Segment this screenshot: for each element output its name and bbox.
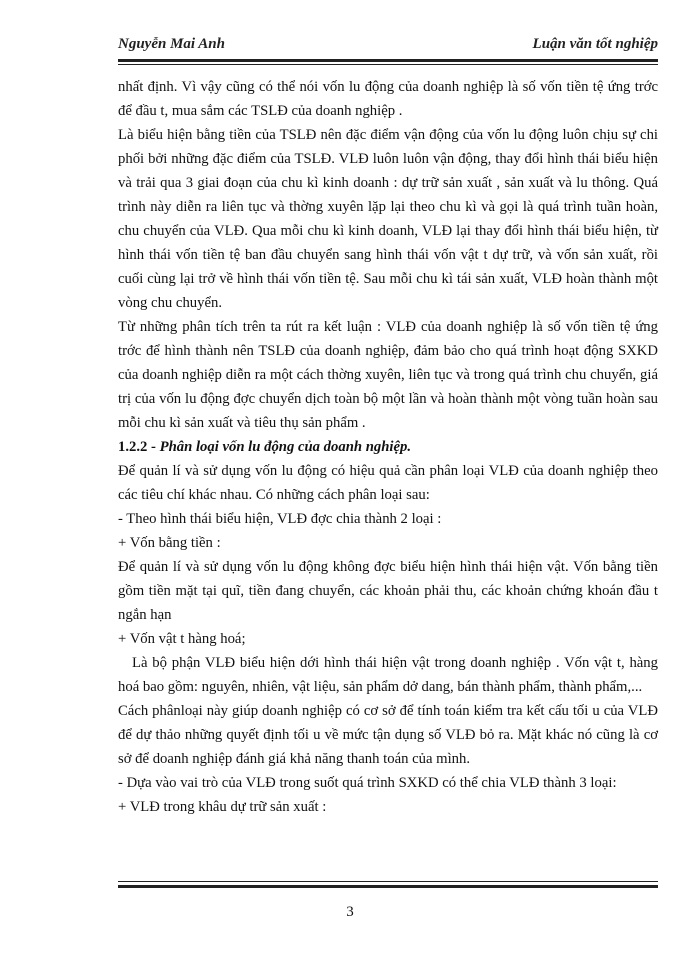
list-item: + Vốn bằng tiền : (118, 535, 221, 551)
header-rule-thin (118, 64, 658, 65)
body-paragraph: nhất định. Vì vậy cũng có thể nói vốn lu động của doanh nghiệp là số vốn tiền tệ ứng trớc để đầu t, mua sắm các TSLĐ của doanh nghiệp . (118, 79, 658, 119)
list-item: + VLĐ trong khâu dự trữ sản xuất : (118, 799, 327, 815)
header-thesis-title: Luận văn tốt nghiệp (532, 36, 658, 52)
page-body (118, 75, 658, 819)
body-paragraph: Là bộ phận VLĐ biểu hiện dới hình thái hiện vật trong doanh nghiệp . Vốn vật t, hàng hoá bao gồm: nguyên, nhiên, vật liệu, sản phẩm dở dang, bán thành phẩm, thành phẩm,... (118, 655, 658, 695)
body-paragraph: Cách phânloại này giúp doanh nghiệp có cơ sở để tính toán kiểm tra kết cấu tối u của VLĐ để dự thảo những quyết định tối u về mức tận dụng số VLĐ bỏ ra. Mặt khác nó cũng là cơ sở để doanh nghiệp đánh giá khả năng thanh toán của mình. (118, 703, 658, 767)
body-paragraph: Từ những phân tích trên ta rút ra kết luận : VLĐ của doanh nghiệp là số vốn tiền tệ ứng trớc để hình thành nên TSLĐ của doanh nghiệp, đảm bảo cho quá trình hoạt động SXKD của doanh nghiệp diễn ra một cách thờng xuyên, liên tục và trong quá trình chu chuyển, giá trị của vốn lu động đợc chuyển dịch toàn bộ một lần và hoàn thành một vòng tuần hoàn sau mỗi chu kì sản xuất và tiêu thụ sản phẩm . (118, 319, 658, 431)
body-paragraph: Để quản lí và sử dụng vốn lu động có hiệu quả cần phân loại VLĐ của doanh nghiệp theo các tiêu chí khác nhau. Có những cách phân loại sau: (118, 463, 658, 503)
body-paragraph: Để quản lí và sử dụng vốn lu động không đợc biểu hiện hình thái hiện vật. Vốn bằng tiền gồm tiền mặt tại quĩ, tiền đang chuyển, các khoản phải thu, các khoản chứng khoán đầu t ngắn hạn (118, 559, 658, 623)
section-title: Phân loại vốn lu động của doanh nghiệp. (159, 439, 412, 455)
list-item: - Theo hình thái biểu hiện, VLĐ đợc chia thành 2 loại : (118, 511, 442, 527)
page-number: 3 (346, 904, 354, 920)
header-rule-thick (118, 59, 658, 62)
body-paragraph: Là biểu hiện bằng tiền của TSLĐ nên đặc điểm vận động của vốn lu động luôn chịu sự chi phối bởi những đặc điểm của TSLĐ. VLĐ luôn luôn vận động, thay đổi hình thái biểu hiện và trải qua 3 giai đoạn của chu kì kinh doanh : dự trữ sản xuất , sản xuất và lu thông. Quá trình này diễn ra liên tục và thờng xuyên lặp lại theo chu kì và gọi là quá trình tuần hoàn, chu chuyển của VLĐ. Qua mỗi chu kì kinh doanh, VLĐ lại thay đổi hình thái biểu hiện, từ hình thái vốn tiền tệ ban đầu chuyển sang hình thái vốn vật t dự trữ, và vốn sản xuất, rồi cuối cùng lại trở về hình thái vốn tiền tệ. Sau mỗi chu kì tái sản xuất, VLĐ hoàn thành một vòng chu chuyển. (118, 127, 658, 311)
section-number: 1.2.2 - (118, 439, 160, 455)
page-header (118, 34, 658, 56)
list-item: + Vốn vật t hàng hoá; (118, 631, 246, 647)
footer-rule-thick (118, 885, 658, 888)
section-heading (118, 435, 658, 459)
header-author: Nguyễn Mai Anh (118, 36, 225, 52)
footer-rule-thin (118, 881, 658, 882)
list-item: - Dựa vào vai trò của VLĐ trong suốt quá trình SXKD có thể chia VLĐ thành 3 loại: (118, 775, 617, 791)
